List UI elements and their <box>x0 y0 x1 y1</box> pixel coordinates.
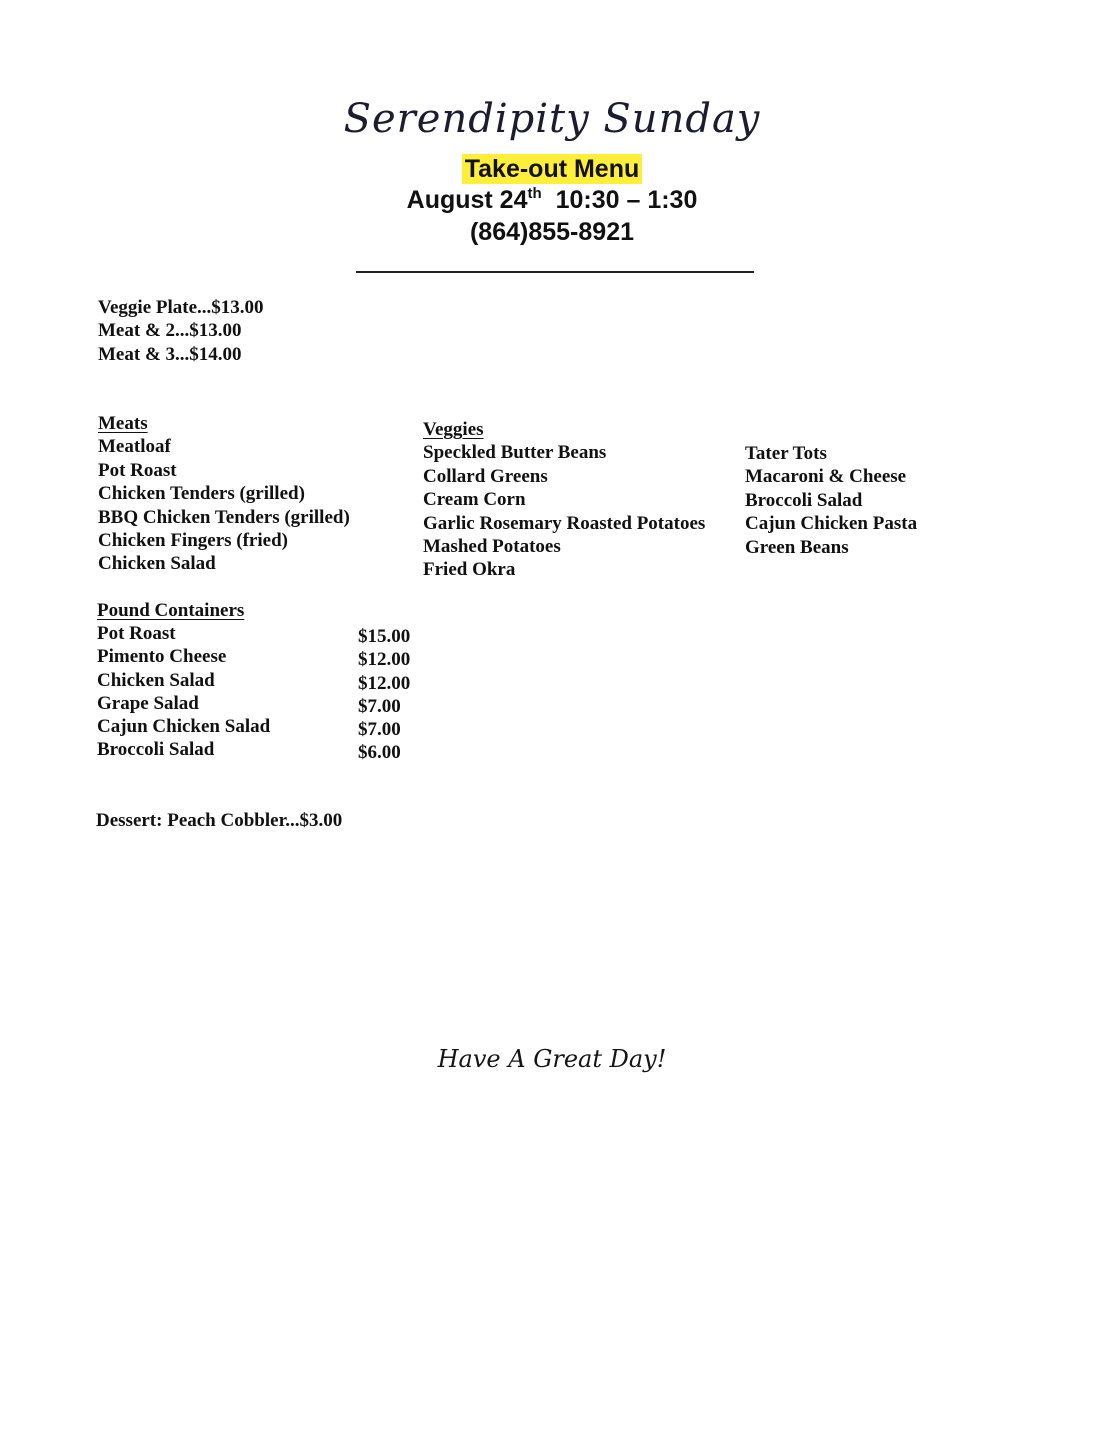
meats-heading: Meats <box>98 413 148 434</box>
table-row <box>97 715 427 738</box>
container-name: Pot Roast <box>97 623 176 645</box>
list-item: Collard Greens <box>423 465 548 487</box>
container-name: Broccoli Salad <box>97 739 215 761</box>
container-price: $12.00 <box>358 649 411 671</box>
list-item: Chicken Fingers (fried) <box>98 530 288 552</box>
list-item: Cream Corn <box>423 489 526 511</box>
container-name: Grape Salad <box>97 692 199 714</box>
list-item: Cajun Chicken Pasta <box>745 513 918 535</box>
container-price: $12.00 <box>358 672 411 694</box>
list-item: Fried Okra <box>423 559 516 581</box>
pound-containers-heading: Pound Containers <box>97 600 245 621</box>
subtitle-wrap <box>0 154 1104 184</box>
container-price: $7.00 <box>358 695 401 717</box>
veggies-heading: Veggies <box>423 419 484 440</box>
date-text: August 24 <box>406 186 528 214</box>
table-row <box>97 622 427 648</box>
meats-list <box>98 412 350 576</box>
closing-message: Have A Great Day! <box>437 1045 667 1073</box>
container-price: $6.00 <box>358 742 401 764</box>
list-item: BBQ Chicken Tenders (grilled) <box>98 506 350 528</box>
list-item: Green Beans <box>745 536 849 558</box>
container-price: $7.00 <box>358 718 401 740</box>
list-item: Broccoli Salad <box>745 489 863 511</box>
pound-containers <box>97 599 427 764</box>
list-item: Mashed Potatoes <box>423 536 561 558</box>
table-row <box>97 669 427 692</box>
table-row <box>97 692 427 715</box>
list-item: Speckled Butter Beans <box>423 442 607 464</box>
list-item: Garlic Rosemary Roasted Potatoes <box>423 512 706 534</box>
list-item: Meatloaf <box>98 436 171 458</box>
list-item: Pot Roast <box>98 459 177 481</box>
phone-number: (864)855-8921 <box>469 218 634 246</box>
date-suffix: th <box>527 185 542 202</box>
hours-text: 10:30 – 1:30 <box>555 186 698 214</box>
container-name: Pimento Cheese <box>97 646 227 668</box>
header-divider <box>356 271 754 273</box>
sides-list <box>745 442 917 559</box>
container-price: $15.00 <box>358 626 411 648</box>
plate-price-item: Veggie Plate...$13.00 <box>98 297 264 318</box>
menu-title: Serendipity Sunday <box>343 96 761 142</box>
list-item: Chicken Tenders (grilled) <box>98 483 305 505</box>
veggies-list <box>423 418 705 582</box>
list-item: Tater Tots <box>745 443 827 464</box>
list-item: Macaroni & Cheese <box>745 466 907 488</box>
plate-price-item: Meat & 2...$13.00 <box>98 320 242 342</box>
dessert-line: Dessert: Peach Cobbler...$3.00 <box>96 810 343 831</box>
plate-prices <box>98 296 264 366</box>
container-name: Chicken Salad <box>97 669 215 691</box>
menu-subtitle: Take-out Menu <box>462 154 643 184</box>
table-row <box>97 645 427 671</box>
table-row <box>97 738 427 764</box>
container-name: Cajun Chicken Salad <box>97 715 271 737</box>
plate-price-item: Meat & 3...$14.00 <box>98 343 242 365</box>
date-hours-line <box>0 184 1104 216</box>
list-item: Chicken Salad <box>98 553 216 575</box>
